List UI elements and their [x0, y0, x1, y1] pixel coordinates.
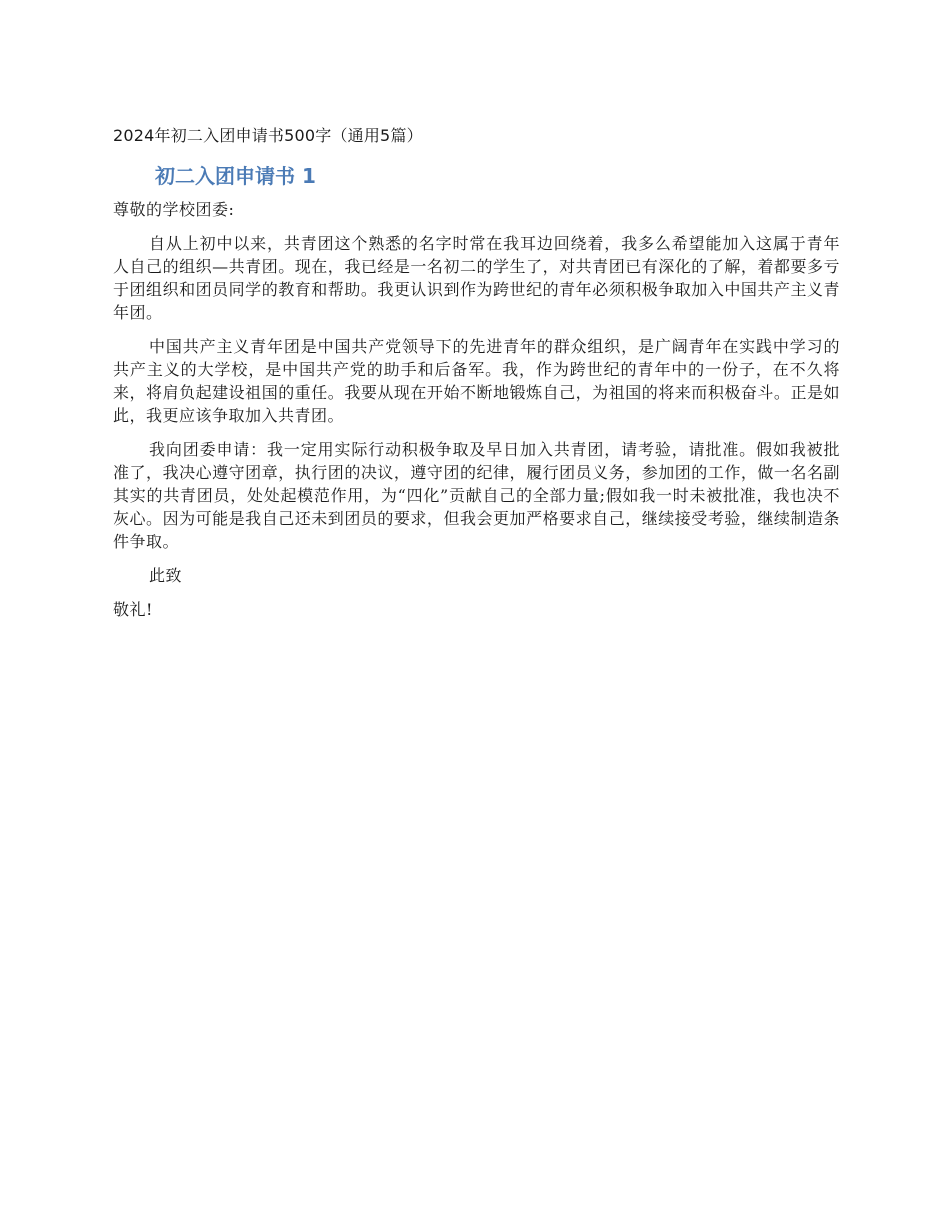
body-paragraph-1: 自从上初中以来，共青团这个熟悉的名字时常在我耳边回绕着，我多么希望能加入这属于青年人自己的组织—共青团。现在，我已经是一名初二的学生了，对共青团已有深化的了解，着都要多亏于团组织和团员同学的教育和帮助。我更认识到作为跨世纪的青年必须积极争取加入中国共产主义青年团。	[113, 234, 840, 322]
document-content	[113, 124, 840, 632]
section-heading: 初二入团申请书 1	[155, 164, 316, 188]
regards-line: 敬礼!	[113, 600, 153, 619]
document-title: 2024年初二入团申请书500字（通用5篇）	[113, 126, 423, 145]
body-paragraph-3: 我向团委申请：我一定用实际行动积极争取及早日加入共青团，请考验，请批准。假如我被批准了，我决心遵守团章，执行团的决议，遵守团的纪律，履行团员义务，参加团的工作，做一名名副其实的共青团员，处处起模范作用，为“四化”贡献自己的全部力量;假如我一时未被批准，我也决不灰心。因为可能是我自己还未到团员的要求，但我会更加严格要求自己，继续接受考验，继续制造条件争取。	[113, 440, 840, 551]
body-paragraph-2: 中国共产主义青年团是中国共产党领导下的先进青年的群众组织，是广阔青年在实践中学习的共产主义的大学校，是中国共产党的助手和后备军。我，作为跨世纪的青年中的一份子，在不久将来，将肩负起建设祖国的重任。我要从现在开始不断地锻炼自己，为祖国的将来而积极奋斗。正是如此，我更应该争取加入共青团。	[113, 337, 840, 425]
closing-line: 此致	[149, 566, 183, 585]
salutation: 尊敬的学校团委:	[113, 200, 235, 219]
